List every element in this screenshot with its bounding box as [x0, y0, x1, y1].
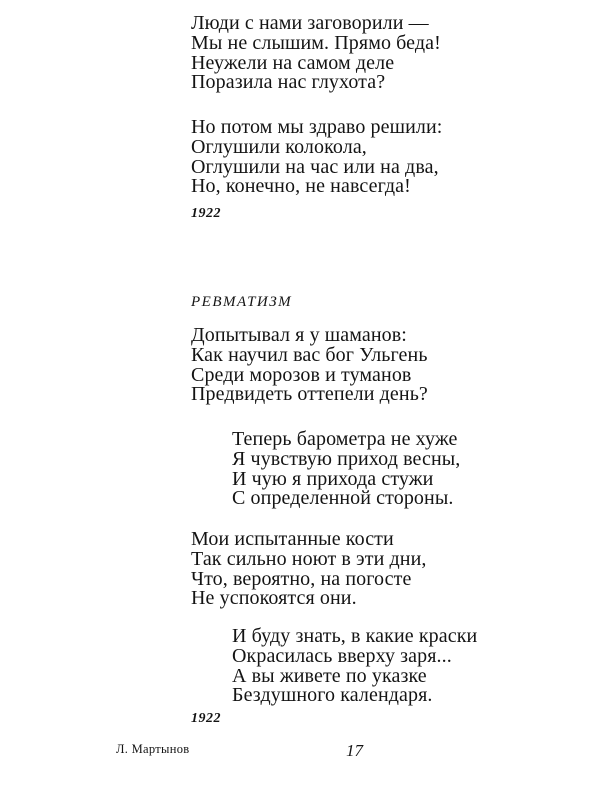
poem-line: Не успокоятся они. [191, 587, 357, 610]
poem-line: Неужели на самом деле [191, 51, 395, 74]
poem2-stanza-3 [191, 530, 426, 609]
poem-line: Бездушного календаря. [232, 684, 433, 707]
poem-line: Окрасилась вверху заря... [232, 644, 452, 667]
poem2-stanza-1 [191, 326, 428, 405]
poem-line: Люди с нами заговорили — [191, 12, 429, 34]
poem2-stanza-4 [232, 627, 477, 706]
poem-line: Оглушили на час или на два, [191, 155, 439, 178]
poem-line: Поразила нас глухота? [191, 71, 386, 94]
poem-line: А вы живете по указке [232, 664, 427, 687]
footer-author: Л. Мартынов [116, 742, 190, 756]
poem-line: Мои испытанные кости [191, 528, 394, 550]
poem-line: Предвидеть оттепели день? [191, 383, 428, 406]
poem-line: Среди морозов и туманов [191, 363, 412, 386]
poem2-year: 1922 [191, 711, 221, 726]
poem-line: Так сильно ноют в эти дни, [191, 547, 427, 570]
poem1-stanza-1 [191, 14, 441, 93]
poem-line: Теперь барометра не хуже [232, 428, 458, 450]
poem1-stanza-2 [191, 118, 442, 197]
poem-line: Но потом мы здраво решили: [191, 116, 443, 138]
poem-line: И буду знать, в какие краски [232, 625, 478, 647]
page-number: 17 [346, 741, 363, 760]
poem-line: И чую я прихода стужи [232, 467, 434, 490]
poem2-stanza-2 [232, 430, 460, 509]
poem-line: Я чувствую приход весны, [232, 447, 461, 470]
poem-line: Допытывал я у шаманов: [191, 324, 407, 346]
poem2-title: РЕВМАТИЗМ [191, 294, 293, 310]
poem-line: Оглушили колокола, [191, 135, 367, 158]
poem-line: Как научил вас бог Ульгень [191, 343, 428, 366]
poem-line: Что, вероятно, на погосте [191, 567, 412, 590]
poem1-year: 1922 [191, 206, 221, 221]
poem-line: С определенной стороны. [232, 487, 454, 510]
poem-line: Но, конечно, не навсегда! [191, 175, 411, 198]
poem-line: Мы не слышим. Прямо беда! [191, 31, 441, 54]
